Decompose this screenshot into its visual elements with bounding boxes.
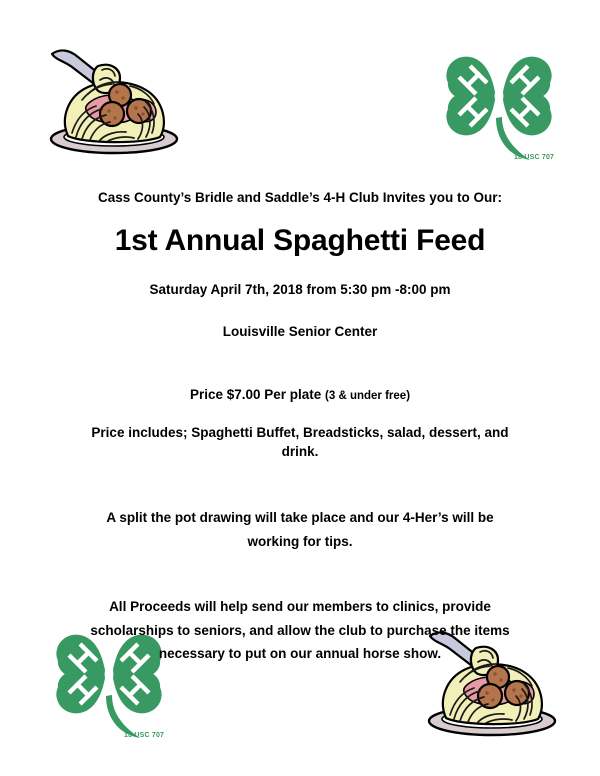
split-the-pot-paragraph: A split the pot drawing will take place and our 4-Her’s will be working for tips. bbox=[106, 509, 494, 549]
clover-legal-text: 18 USC 707 bbox=[124, 732, 165, 739]
spaghetti-plate-icon bbox=[34, 40, 194, 162]
price-note: (3 & under free) bbox=[325, 390, 411, 403]
four-h-clover-icon bbox=[440, 32, 558, 167]
event-venue: Louisville Senior Center bbox=[222, 323, 378, 339]
price-includes-line: Price includes; Spaghetti Buffet, Breadsticks, salad, dessert, and drink. bbox=[91, 424, 509, 460]
clover-legal-text: 18 USC 707 bbox=[514, 154, 555, 161]
flyer-text-content bbox=[90, 188, 510, 666]
page-title: 1st Annual Spaghetti Feed bbox=[114, 223, 486, 257]
price-amount: Price $7.00 Per plate bbox=[189, 387, 326, 403]
invite-line: Cass County’s Bridle and Saddle’s 4-H Club Invites you to Our: bbox=[97, 190, 503, 205]
price-line bbox=[90, 385, 510, 405]
proceeds-paragraph: All Proceeds will help send our members to clinics, provide scholarships to seniors, and allow the club to purchase the items necessary to put on our annual horse show. bbox=[90, 599, 510, 662]
event-datetime: Saturday April 7th, 2018 from 5:30 pm -8:00 pm bbox=[149, 282, 451, 298]
